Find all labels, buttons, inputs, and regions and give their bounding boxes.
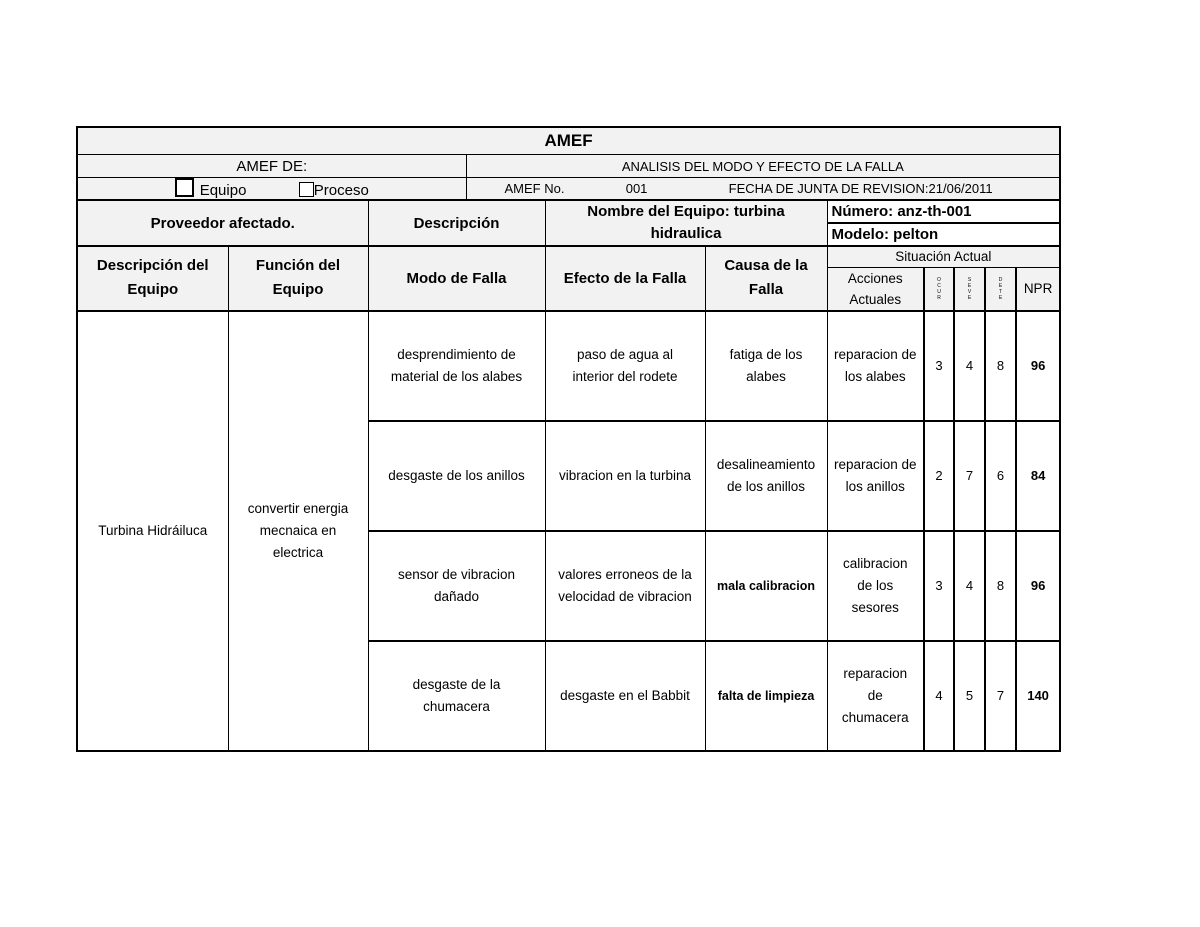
col-efecto-falla: Efecto de la Falla [545, 246, 705, 311]
modelo-equipo: Modelo: pelton [827, 223, 1060, 246]
proceso-checkbox[interactable] [299, 182, 314, 197]
npr-cell: 96 [1016, 311, 1060, 421]
equipo-checkbox[interactable] [175, 178, 194, 197]
seve-cell: 5 [954, 641, 985, 751]
col-situacion-actual: Situación Actual [827, 246, 1060, 267]
modo-falla-cell: desgaste de los anillos [368, 421, 545, 531]
efecto-falla-cell: valores erroneos de la velocidad de vibracion [545, 531, 705, 641]
causa-falla-cell: desalineamiento de los anillos [705, 421, 827, 531]
col-causa-falla: Causa de la Falla [705, 246, 827, 311]
col-ocur: O C U R [924, 267, 954, 311]
seve-cell: 4 [954, 311, 985, 421]
causa-falla-cell: mala calibracion [705, 531, 827, 641]
ocur-cell: 3 [924, 311, 954, 421]
efecto-falla-cell: paso de agua al interior del rodete [545, 311, 705, 421]
dete-cell: 7 [985, 641, 1016, 751]
acciones-cell: reparacion de los anillos [827, 421, 924, 531]
col-descripcion-equipo: Descripción del Equipo [77, 246, 228, 311]
descripcion-label: Descripción [368, 200, 545, 246]
col-seve: S E V E [954, 267, 985, 311]
amef-table [76, 126, 1061, 752]
dete-cell: 8 [985, 531, 1016, 641]
analysis-title: ANALISIS DEL MODO Y EFECTO DE LA FALLA [466, 155, 1060, 178]
dete-cell: 8 [985, 311, 1016, 421]
col-modo-falla: Modo de Falla [368, 246, 545, 311]
nombre-equipo: Nombre del Equipo: turbina hidraulica [545, 200, 827, 246]
modo-falla-cell: desgaste de la chumacera [368, 641, 545, 751]
causa-falla-cell: fatiga de los alabes [705, 311, 827, 421]
numero-equipo: Número: anz-th-001 [827, 200, 1060, 223]
acciones-cell: reparacion de los alabes [827, 311, 924, 421]
npr-cell: 96 [1016, 531, 1060, 641]
dete-cell: 6 [985, 421, 1016, 531]
ocur-cell: 2 [924, 421, 954, 531]
modo-falla-cell: desprendimiento de material de los alabes [368, 311, 545, 421]
npr-cell: 84 [1016, 421, 1060, 531]
col-acciones-actuales: Acciones Actuales [827, 267, 924, 311]
causa-falla-cell: falta de limpieza [705, 641, 827, 751]
sheet-title: AMEF [77, 127, 1060, 155]
equipo-descripcion: Turbina Hidráiluca [77, 311, 228, 751]
amef-sheet [76, 126, 1059, 752]
npr-cell: 140 [1016, 641, 1060, 751]
equipo-funcion: convertir energia mecnaica en electrica [228, 311, 368, 751]
col-npr: NPR [1016, 267, 1060, 311]
ocur-cell: 4 [924, 641, 954, 751]
acciones-cell: reparacion de chumacera [827, 641, 924, 751]
equipo-label: Equipo [199, 182, 247, 199]
amef-de-label: AMEF DE: [77, 155, 466, 178]
col-funcion-equipo: Función del Equipo [228, 246, 368, 311]
modo-falla-cell: sensor de vibracion dañado [368, 531, 545, 641]
amef-no-row [466, 178, 1060, 201]
fecha-revision: FECHA DE JUNTA DE REVISION:21/06/2011 [728, 181, 993, 196]
amef-de-options [77, 178, 466, 201]
seve-cell: 4 [954, 531, 985, 641]
proceso-label: Proceso [313, 182, 369, 199]
amef-no-label: AMEF No. [504, 181, 565, 196]
efecto-falla-cell: vibracion en la turbina [545, 421, 705, 531]
seve-cell: 7 [954, 421, 985, 531]
proveedor-label: Proveedor afectado. [77, 200, 368, 246]
ocur-cell: 3 [924, 531, 954, 641]
table-row [77, 311, 1060, 421]
amef-no-value: 001 [625, 181, 648, 196]
efecto-falla-cell: desgaste en el Babbit [545, 641, 705, 751]
col-dete: D E T E [985, 267, 1016, 311]
acciones-cell: calibracion de los sesores [827, 531, 924, 641]
